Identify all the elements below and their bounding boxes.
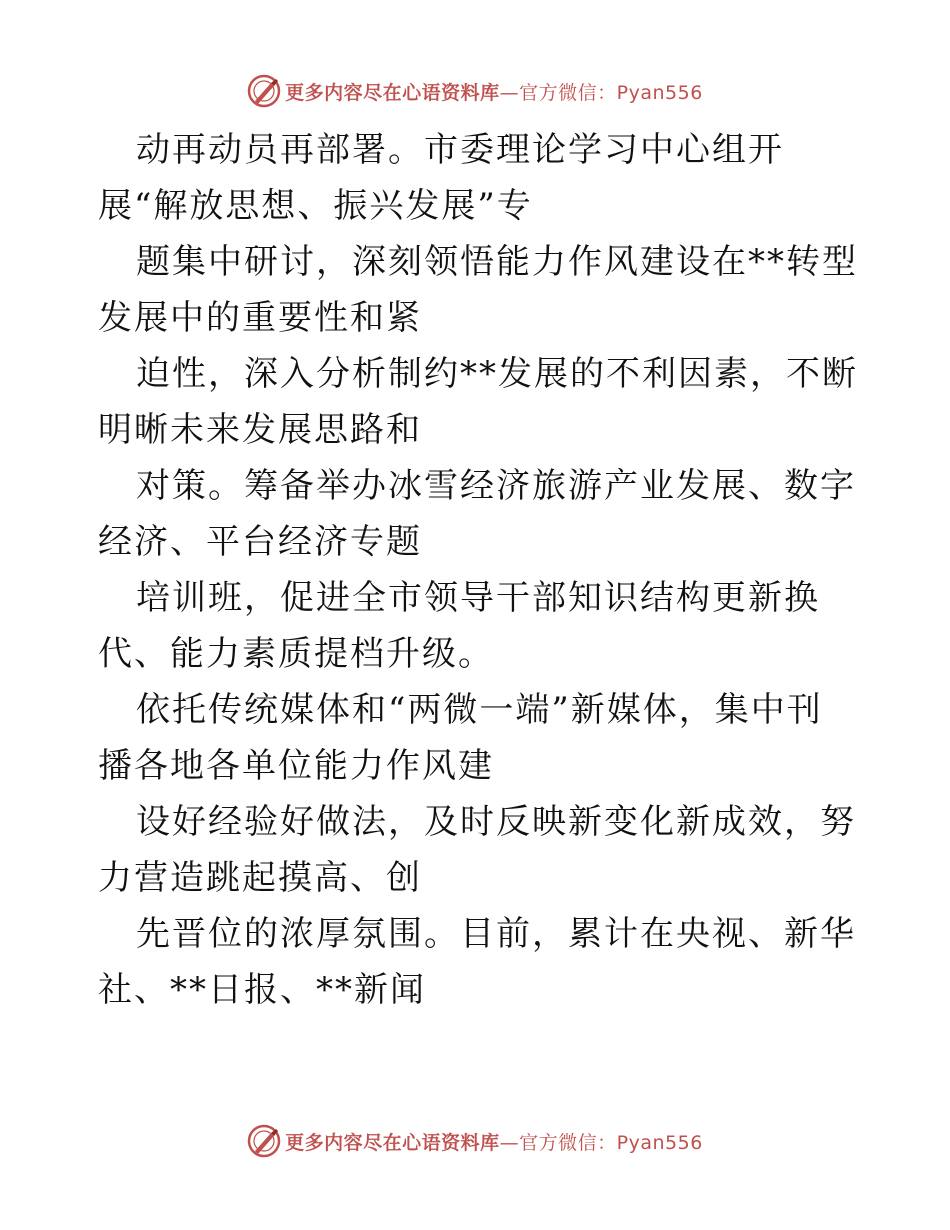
header-banner xyxy=(0,71,950,111)
paragraph: 培训班，促进全市领导干部知识结构更新换代、能力素质提档升级。 xyxy=(98,578,820,674)
paragraph: 先晋位的浓厚氛围。目前，累计在央视、新华社、**日报、**新闻 xyxy=(98,914,856,1010)
header-banner-brand: 更多内容尽在心语资料库 xyxy=(285,81,500,104)
pen-logo-icon xyxy=(247,1124,281,1158)
header-banner-wechat: —官方微信：Pyan556 xyxy=(499,81,703,104)
document-body xyxy=(98,122,858,1018)
paragraph: 迫性，深入分析制约**发展的不利因素，不断明晰未来发展思路和 xyxy=(98,354,858,450)
header-banner-text xyxy=(285,78,703,105)
footer-banner-text xyxy=(285,1128,703,1155)
footer-banner-wechat: —官方微信：Pyan556 xyxy=(499,1131,703,1154)
paragraph: 对策。筹备举办冰雪经济旅游产业发展、数字经济、平台经济专题 xyxy=(98,466,856,562)
paragraph: 依托传统媒体和“两微一端”新媒体，集中刊播各地各单位能力作风建 xyxy=(98,690,823,786)
footer-banner xyxy=(0,1121,950,1161)
footer-banner-brand: 更多内容尽在心语资料库 xyxy=(285,1131,500,1154)
paragraph: 题集中研讨，深刻领悟能力作风建设在**转型发展中的重要性和紧 xyxy=(98,242,858,338)
paragraph: 设好经验好做法，及时反映新变化新成效，努力营造跳起摸高、创 xyxy=(98,802,856,898)
pen-logo-icon xyxy=(247,74,281,108)
paragraph: 动再动员再部署。市委理论学习中心组开展“解放思想、振兴发展”专 xyxy=(98,130,784,226)
